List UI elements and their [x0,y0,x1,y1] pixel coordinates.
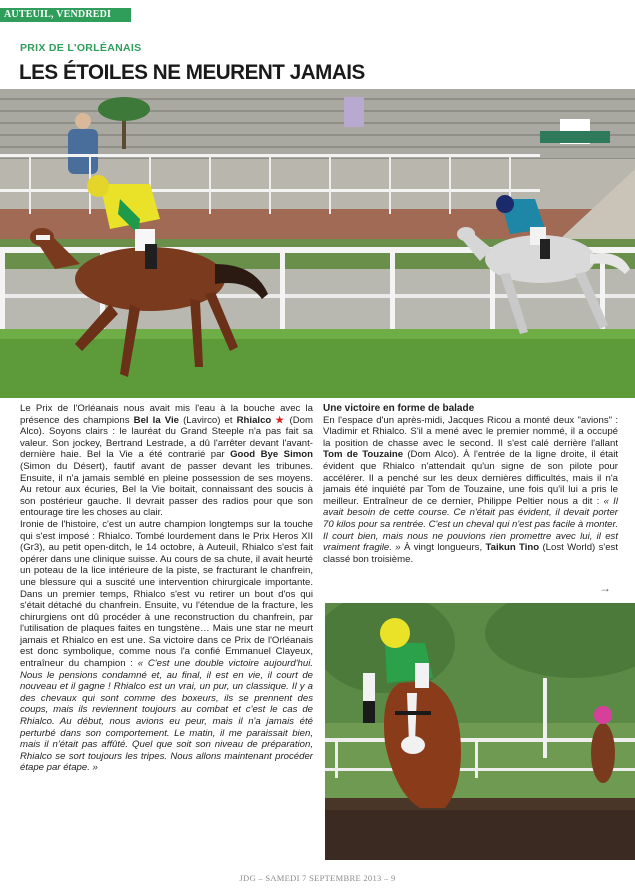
paragraph-intro [20,403,313,519]
article-column-1 [20,403,313,774]
article-column-2 [323,403,618,565]
paragraph-irony [20,519,313,774]
trainer-quote: « Il avait besoin de cette course. Ce n'était pas évident, il devait porter 70 kilos pour sa rentrée. C'est un cheval qui n'est pas facile à monter. Il court bien, mais nous ne pouvions rien promettre avec lui, il est vraiment fragile. » [323,495,619,554]
horse-name-good-bye-simon: Good Bye Simon [230,449,313,461]
horse-name-rhialco: Rhialco [236,414,272,426]
race-photo-jump [325,603,635,860]
text-run: À vingt longueurs, [400,542,486,554]
text-run: (Dom Alco). À l'entrée de la ligne droite, il était évident que Rhialco n'attendait qu'un signe de son pilote pour accélérer. Il a penché sur les deux dernières difficultés, mais il n'a jamais été inquiété par Tom de Touzaine, une fois qu'il lui a pris le meilleur. Entraîneur de ce dernier, Philippe Peltier nous a dit : [323,449,618,507]
text-run: Ironie de l'histoire, c'est un autre champion longtemps sur la touche qui s'est imposé : Rhialco. Tombé lourdement dans le Prix Heros XII (Gr3), au petit open-ditch, le 14 octobre, à Auteuil, Rhialco s'est fait opérer dans une clinique suisse. Au cours de sa chute, il avait heurté un poteau de la lice intérieure de la piste, se fracturant le chanfrein, une blessure qui a suscité une intervention chirurgicale importante. Dans un premier temps, Rhialco s'est vu retirer un bout d'os qui s'était détaché du chanfrein. Ensuite, vu l'étendue de la fracture, les chirurgiens ont dû procéder à une reconstruction du chanfrein, par l'utilisation de plaques faites en tungstène… Mais une star ne meurt jamais et Rhialco en est une. Sa victoire dans ce Prix de l'Orléanais est donc symbolique, comme nous l'a confié Emmanuel Clayeux, entraîneur du champion : [20,518,313,670]
section-label-bar [0,8,131,22]
text-run: (Lavirco) et [179,414,237,426]
star-icon: ★ [275,414,286,426]
article-headline: LES ÉTOILES NE MEURENT JAMAIS [19,60,365,84]
text-run: (Dom Alco). Soyons clairs : le lauréat du Grand Steeple n'a pas fait sa valeur. Son jockey, Bertrand Lestrade, a dû l'arrêter devant l'avant-dernière haie. Bel la Vie a été contrarié par [20,414,313,461]
text-run: En l'espace d'un après-midi, Jacques Ricou a monté deux "avions" : Vladimir et Rhialco. S'il a mené avec le premier nommé, il a occupé la position de chasse avec le second. Il s'est calé derrière l'allant [323,414,618,449]
text-run: (Simon du Désert), fautif avant de passer devant les tribunes. Ensuite, il n'a jamais semblé en pleine possession de ses moyens. Au retour aux écuries, Bel la Vie boitait, connaissant des soucis à son postérieur gauche. Il devrait passer des radios pour que son entourage tire les choses au clair. [20,460,313,519]
trainer-quote: « C'est une double victoire aujourd'hui. Nous le pensions condamné et, au final, il est en vie, il court de nouveau et il gagne ! Rhialco est un vrai, un pur, un classique. Il y a des chevaux qui sont comme des boxeurs, ils se prennent des coups, mais ils reviennent toujours au combat et c'est le cas de Rhialco. Au début, nous avions eu peur, mais il n'a jamais été perturbé dans son comportement. Le matin, il me paraissait bien, mais il n'était pas affûté. Quel que soit son niveau de préparation, Rhialco se sort toujours les tripes. Nous allons maintenant procéder étape par étape. » [20,658,313,774]
horse-name-tom-de-touzaine: Tom de Touzaine [323,449,404,461]
text-run: (Lost World) s'est classé bon troisième. [323,542,618,565]
horse-name-bel-la-vie: Bel la Vie [133,414,179,426]
text-run: Le Prix de l'Orléanais nous avait mis l'eau à la bouche avec la présence des champions [20,403,313,426]
section-subhead: Une victoire en forme de balade [323,403,475,414]
page-footer: JDG – SAMEDI 7 SEPTEMBRE 2013 – 9 [239,873,396,883]
continue-arrow-icon: → [599,581,611,595]
section-label: AUTEUIL, VENDREDI [4,9,112,20]
race-kicker: PRIX DE L'ORLÉANAIS [20,42,142,54]
horse-name-taikun-tino: Taikun Tino [485,542,540,554]
race-photo-main [0,89,635,398]
paragraph-balade [323,415,618,566]
